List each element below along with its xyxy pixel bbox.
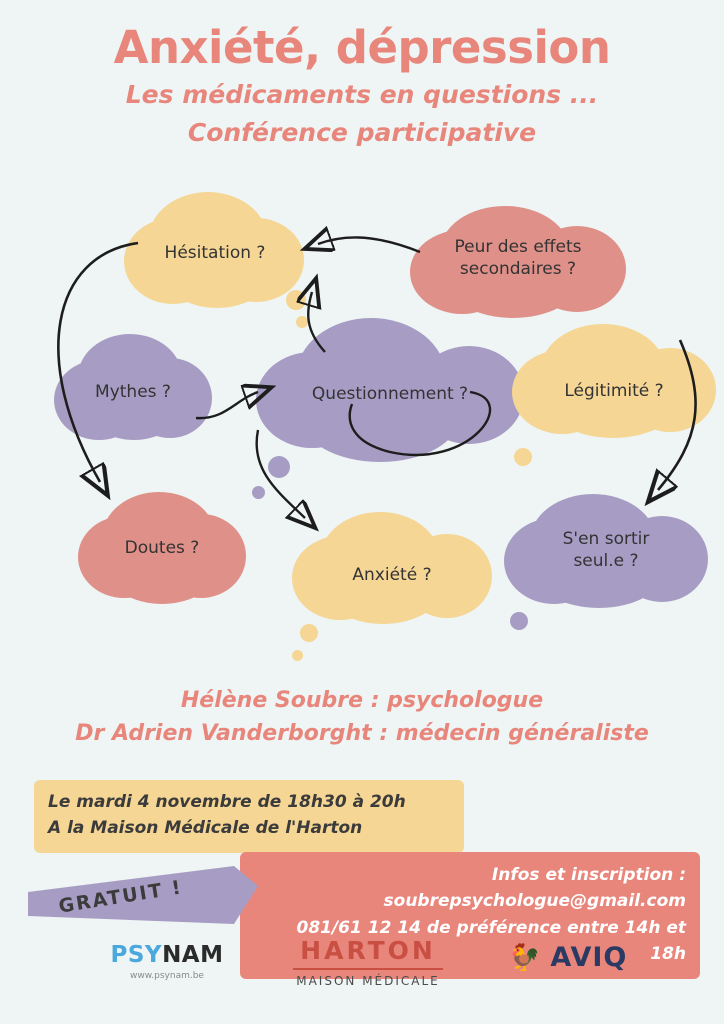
venue-line: A la Maison Médicale de l'Harton <box>48 817 363 838</box>
logo-row <box>0 936 724 1006</box>
cloud-label-hesitation: Hésitation ? <box>164 242 266 263</box>
rooster-icon: 🐓 <box>508 942 541 973</box>
page-subtitle-2: Conférence participative <box>187 117 537 147</box>
logo-aviq-name: AVIQ <box>550 942 628 973</box>
logo-psynam <box>92 942 242 981</box>
page-subtitle-1: Les médicaments en questions ... <box>125 79 599 109</box>
logo-psynam-url: www.psynam.be <box>130 971 204 981</box>
speakers-block <box>0 684 724 750</box>
logo-psynam-part1: PSY <box>110 942 163 968</box>
speaker-1: Hélène Soubre : psychologue <box>180 688 544 713</box>
logo-aviq <box>508 942 688 973</box>
free-ribbon-label: GRATUIT ! <box>57 876 185 918</box>
cloud-label-peur-effets-line1: Peur des effets <box>454 236 582 257</box>
date-line: Le mardi 4 novembre de 18h30 à 20h <box>48 792 406 812</box>
contact-phone[interactable]: 081/61 12 14 de préférence entre 14h et 18h <box>296 917 686 965</box>
logo-psynam-part2: NAM <box>162 942 224 968</box>
logo-harton-divider <box>293 968 443 970</box>
date-info-box <box>34 780 464 853</box>
logo-harton-name: HARTON <box>300 936 436 965</box>
cloud-label-sen-sortir-line2: seul.e ? <box>573 551 639 571</box>
cloud-label-legitimite: Légitimité ? <box>564 380 664 401</box>
logo-harton-sub: MAISON MÉDICALE <box>296 974 440 988</box>
cloud-label-mythes: Mythes ? <box>95 381 171 402</box>
logo-harton <box>278 936 458 988</box>
speaker-2: Dr Adrien Vanderborght : médecin généraliste <box>75 721 649 746</box>
title-block <box>0 22 724 147</box>
cloud-label-peur-effets-line2: secondaires ? <box>459 259 577 279</box>
contact-email[interactable]: soubrepsychologue@gmail.com <box>383 891 686 912</box>
cloud-label-doutes: Doutes ? <box>124 537 200 558</box>
contact-heading: Infos et inscription : <box>491 865 686 885</box>
cloud-label-questionnement: Questionnement ? <box>311 383 469 404</box>
page-title: Anxiété, dépression <box>113 21 611 74</box>
free-ribbon <box>28 864 258 926</box>
cloud-label-sen-sortir-line1: S'en sortir <box>562 528 650 549</box>
cloud-label-anxiete: Anxiété ? <box>352 564 432 585</box>
